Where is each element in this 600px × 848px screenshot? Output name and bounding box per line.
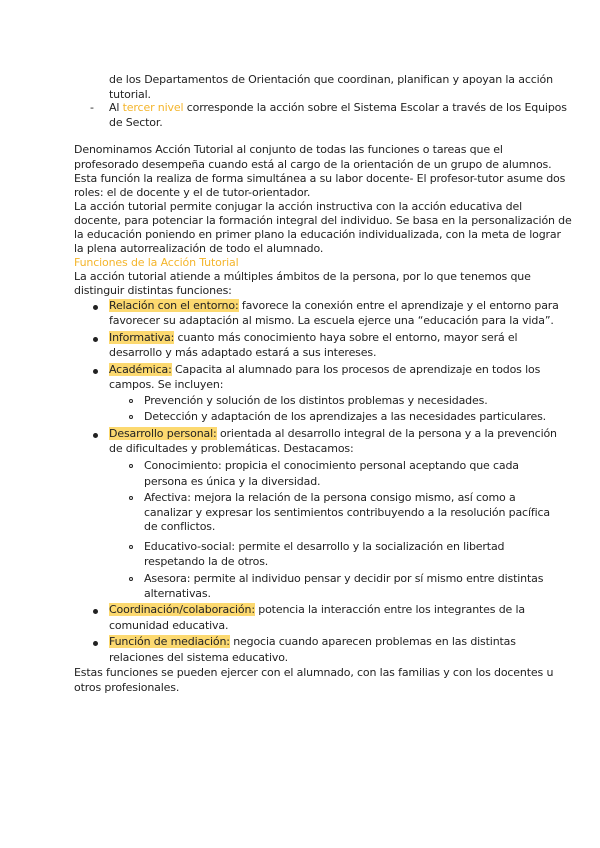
intro-item1-line2: tutorial. xyxy=(109,88,151,101)
bullet-dot xyxy=(93,609,98,614)
function-informativa-cont: desarrollo y más adaptado estará a sus intereses. xyxy=(109,346,377,359)
function-personal-cont: de dificultades y problemáticas. Destacamos: xyxy=(109,442,354,455)
section-intro-line: La acción tutorial atiende a múltiples ámbitos de la persona, por lo que tenemos que xyxy=(74,270,531,283)
intro-item2-post: corresponde la acción sobre el Sistema Escolar a través de los Equipos xyxy=(183,101,567,114)
function-label: Función de mediación: xyxy=(109,635,230,648)
function-text: favorece la conexión entre el aprendizaje y el entorno para xyxy=(238,299,559,312)
bullet-dot xyxy=(93,369,98,374)
academica-sub-item: Prevención y solución de los distintos problemas y necesidades. xyxy=(144,394,488,407)
function-text: orientada al desarrollo integral de la persona y a la prevención xyxy=(216,427,557,440)
bullet-circle xyxy=(129,464,133,468)
function-label: Desarrollo personal: xyxy=(109,427,217,440)
para1-line: La acción tutorial permite conjugar la acción instructiva con la acción educativa del xyxy=(74,200,523,213)
section-heading: Funciones de la Acción Tutorial xyxy=(74,256,239,269)
function-mediacion xyxy=(109,635,516,650)
function-entorno-cont: favorecer su adaptación al mismo. La escuela ejerce una “educación para la vida”. xyxy=(109,314,554,327)
intro-item2-line2: de Sector. xyxy=(109,116,163,129)
function-academica-cont: campos. Se incluyen: xyxy=(109,378,224,391)
function-academica xyxy=(109,363,540,378)
dash-bullet: - xyxy=(90,101,94,114)
para1-line: Denominamos Acción Tutorial al conjunto de todas las funciones o tareas que el xyxy=(74,143,503,156)
personal-sub-line: Educativo-social: permite el desarrollo y la socialización en libertad xyxy=(144,540,505,553)
function-text: cuanto más conocimiento haya sobre el entorno, mayor será el xyxy=(174,331,518,344)
para1-line: roles: el de docente y el de tutor-orientador. xyxy=(74,186,311,199)
function-text: potencia la interacción entre los integrantes de la xyxy=(254,603,526,616)
personal-sub-line: canalizar y expresar los sentimientos contribuyendo a la resolución pacífica xyxy=(144,506,550,519)
function-label: Académica: xyxy=(109,363,172,376)
function-informativa xyxy=(109,331,517,346)
function-mediacion-cont: relaciones del sistema educativo. xyxy=(109,651,288,664)
personal-sub-line: Conocimiento: propicia el conocimiento personal aceptando que cada xyxy=(144,459,519,472)
personal-sub-line: Asesora: permite al individuo pensar y decidir por sí mismo entre distintas xyxy=(144,572,544,585)
section-intro-line: distinguir distintas funciones: xyxy=(74,284,232,297)
personal-sub-line: alternativas. xyxy=(144,587,211,600)
para1-line: la plena autorrealización de todo el alumnado. xyxy=(74,242,324,255)
para1-line: la educación poniendo en primer plano la educación individualizada, con la meta de lograr xyxy=(74,228,561,241)
para1-line: Esta función la realiza de forma simultánea a su labor docente- El profesor-tutor asume dos xyxy=(74,172,566,185)
function-text: negocia cuando aparecen problemas en las distintas xyxy=(229,635,516,648)
function-entorno xyxy=(109,299,559,314)
function-personal xyxy=(109,427,557,442)
para1-line: docente, para potenciar la formación integral del individuo. Se basa en la personalización de xyxy=(74,214,572,227)
bullet-dot xyxy=(93,305,98,310)
bullet-circle xyxy=(129,545,133,549)
bullet-circle xyxy=(129,399,133,403)
intro-item2-line1 xyxy=(109,101,567,116)
personal-sub-line: Afectiva: mejora la relación de la persona consigo mismo, así como a xyxy=(144,491,516,504)
intro-item2-highlight: tercer nivel xyxy=(122,101,184,114)
function-coordinacion xyxy=(109,603,525,618)
bullet-circle xyxy=(129,577,133,581)
bullet-dot xyxy=(93,641,98,646)
intro-item1-line1: de los Departamentos de Orientación que coordinan, planifican y apoyan la acción xyxy=(109,73,553,86)
personal-sub-line: respetando la de otros. xyxy=(144,555,269,568)
bullet-circle xyxy=(129,496,133,500)
closing-line: otros profesionales. xyxy=(74,681,180,694)
personal-sub-line: persona es única y la diversidad. xyxy=(144,475,321,488)
intro-item2-pre: Al xyxy=(109,101,123,114)
function-label: Relación con el entorno: xyxy=(109,299,239,312)
para1-line: profesorado desempeña cuando está al cargo de la orientación de un grupo de alumnos. xyxy=(74,158,552,171)
function-label: Informativa: xyxy=(109,331,175,344)
academica-sub-item: Detección y adaptación de los aprendizajes a las necesidades particulares. xyxy=(144,410,546,423)
bullet-circle xyxy=(129,415,133,419)
closing-line: Estas funciones se pueden ejercer con el alumnado, con las familias y con los docentes u xyxy=(74,666,554,679)
function-text: Capacita al alumnado para los procesos de aprendizaje en todos los xyxy=(171,363,541,376)
function-coordinacion-cont: comunidad educativa. xyxy=(109,619,229,632)
bullet-dot xyxy=(93,337,98,342)
personal-sub-line: de conflictos. xyxy=(144,520,216,533)
bullet-dot xyxy=(93,433,98,438)
function-label: Coordinación/colaboración: xyxy=(109,603,255,616)
